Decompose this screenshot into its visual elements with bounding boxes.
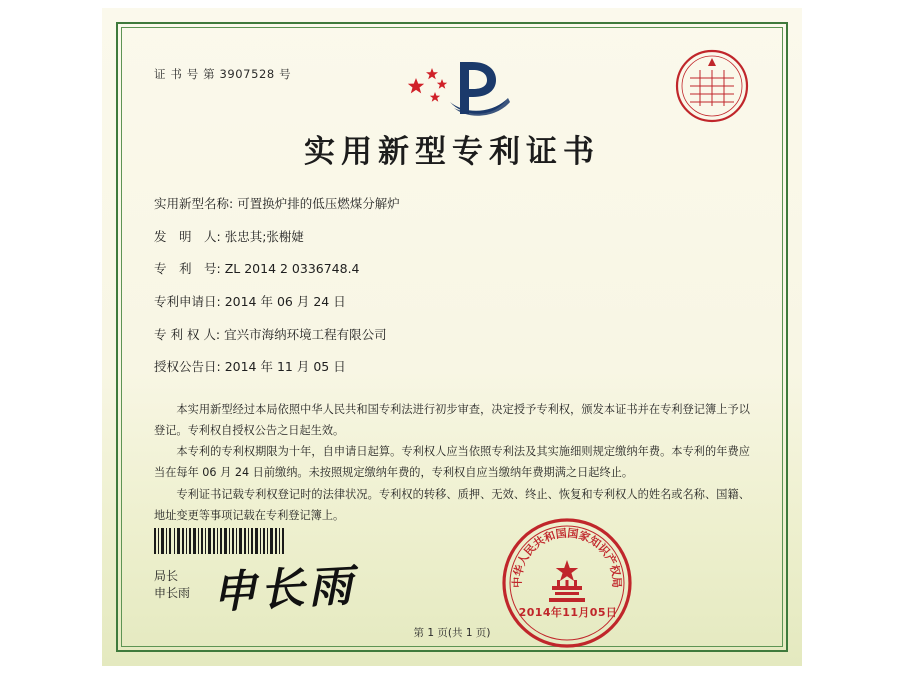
- field-row: [154, 261, 750, 277]
- barcode: [154, 528, 284, 554]
- top-red-stamp-icon: [674, 48, 750, 124]
- patent-certificate: [102, 8, 802, 666]
- sipo-logo: [402, 56, 522, 118]
- field-row: [154, 229, 750, 245]
- field-value: 2014 年 06 月 24 日: [224, 293, 346, 309]
- field-row: [154, 327, 750, 343]
- issuer-title: 局长: [154, 569, 179, 583]
- certificate-serial-label: 证 书 号 第: [154, 67, 216, 81]
- page-title: 实用新型专利证书: [304, 134, 600, 170]
- issuer-name: 申长雨: [154, 586, 191, 601]
- seal-date: 2014年11月05日: [518, 606, 618, 619]
- handwritten-signature: 申长雨: [210, 560, 358, 619]
- certificate-fields: [154, 196, 750, 392]
- svg-text:中华人民共和国国家知识产权局: 中华人民共和国国家知识产权局: [510, 526, 624, 588]
- field-value: 可置换炉排的低压燃煤分解炉: [237, 196, 400, 211]
- certificate-body: [154, 400, 750, 527]
- body-paragraph: 本实用新型经过本局依照中华人民共和国专利法进行初步审查，决定授予专利权，颁发本证书并在专利登记簿上予以登记。专利权自授权公告之日起生效。: [154, 403, 750, 437]
- certificate-serial: [154, 66, 291, 82]
- issuer-title-block: [154, 568, 190, 603]
- certificate-serial-number: 3907528: [219, 67, 275, 81]
- field-value: 2014 年 11 月 05 日: [224, 359, 346, 375]
- certificate-serial-suffix: 号: [279, 67, 292, 81]
- field-row: [154, 359, 750, 375]
- field-label: 授权公告日:: [154, 359, 221, 375]
- field-label: 专 利 号:: [154, 261, 221, 277]
- field-label: 实用新型名称:: [154, 196, 234, 211]
- field-value: 张忠其;张榭婕: [224, 228, 304, 244]
- field-label: 专利申请日:: [154, 293, 221, 309]
- field-value: ZL 2014 2 0336748.4: [224, 261, 360, 277]
- field-row: [154, 294, 750, 310]
- body-paragraph: 本专利的专利权期限为十年，自申请日起算。专利权人应当依照专利法及其实施细则规定缴纳年费。本专利的年费应当在每年 06 月 24 日前缴纳。未按照规定缴纳年费的，专利权自应当缴纳年费期满之日起终止。: [154, 445, 750, 480]
- field-value: 宜兴市海纳环境工程有限公司: [224, 326, 387, 342]
- field-row: [154, 196, 750, 212]
- field-label: 专 利 权 人:: [154, 326, 221, 342]
- page-footer: 第 1 页(共 1 页): [413, 627, 491, 639]
- field-label: 发 明 人:: [154, 228, 221, 244]
- body-paragraph: 专利证书记载专利权登记时的法律状况。专利权的转移、质押、无效、终止、恢复和专利权人的姓名或名称、国籍、地址变更等事项记载在专利登记簿上。: [154, 487, 750, 522]
